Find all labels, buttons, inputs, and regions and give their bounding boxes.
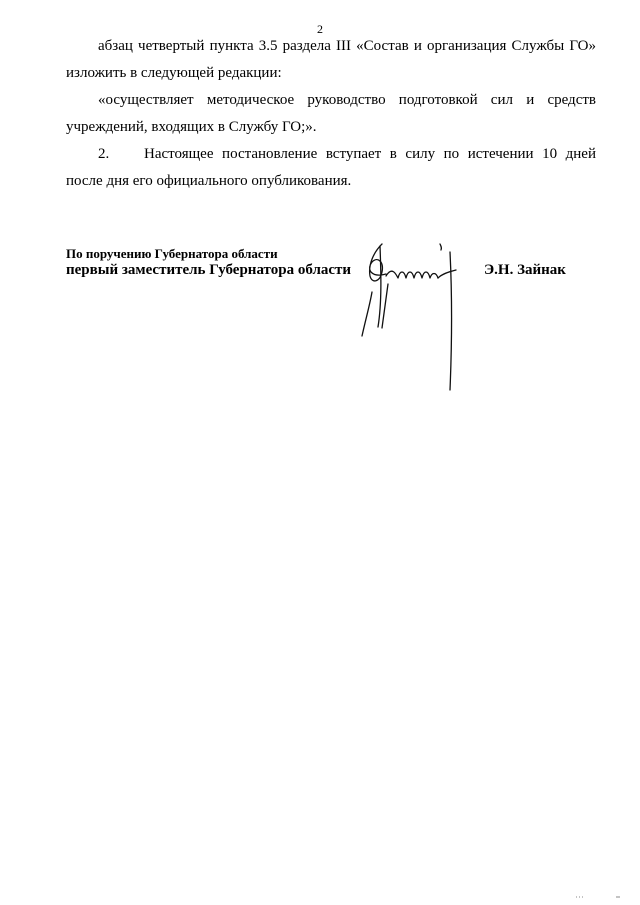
paragraph-amendment-intro: абзац четвертый пункта 3.5 раздела III «Состав и организация Службы ГО» изложить в следующей редакции: xyxy=(66,38,596,81)
paragraph-amendment-text: «осуществляет методическое руководство подготовкой сил и средств учреждений, входящих в Службу ГО;». xyxy=(66,92,596,135)
signature-authority-line: По поручению Губернатора области xyxy=(66,246,278,261)
corner-mark xyxy=(576,895,626,899)
paragraph-item-2 xyxy=(66,141,596,195)
item-number: 2. xyxy=(98,146,110,162)
page-number: 2 xyxy=(317,22,323,36)
item-2-text: Настоящее постановление вступает в силу по истечении 10 дней после дня его официального опубликования. xyxy=(66,146,596,189)
signatory-position: первый заместитель Губернатора области xyxy=(66,262,352,278)
handwritten-signature xyxy=(352,232,472,397)
signatory-name: Э.Н. Зайнак xyxy=(484,262,566,278)
